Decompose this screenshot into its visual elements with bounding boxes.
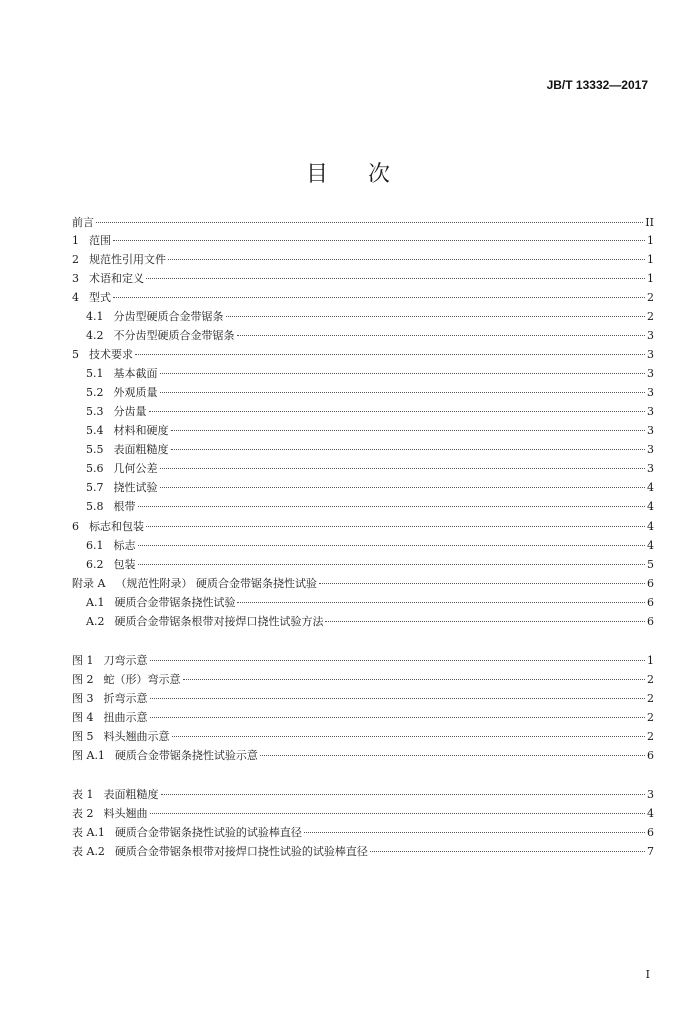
toc-entry-title: 料头翘曲 — [103, 807, 148, 820]
toc-leader-dots — [183, 679, 646, 680]
toc-entry-page: 7 — [647, 845, 654, 858]
toc-entry[interactable] — [86, 479, 654, 497]
toc-leader-dots — [113, 297, 645, 298]
toc-leader-dots — [304, 832, 645, 833]
toc-entry-page: 2 — [647, 711, 654, 724]
toc-entry[interactable] — [72, 805, 654, 823]
toc-leader-dots — [226, 316, 646, 317]
toc-entry[interactable] — [72, 671, 654, 689]
toc-entry-number: 5.2 — [86, 386, 104, 399]
toc-entry[interactable] — [86, 384, 654, 402]
toc-entry-number: 2 — [72, 253, 79, 266]
toc-entry-page: 1 — [647, 654, 654, 667]
toc-entry[interactable] — [86, 441, 654, 459]
toc-entry[interactable] — [86, 327, 654, 345]
toc-entry-number: 表 1 — [72, 788, 94, 801]
toc-entry-title: 折弯示意 — [103, 692, 148, 705]
toc-entry-number: 附录 A — [72, 577, 106, 590]
toc-entry-page: 4 — [647, 500, 654, 513]
toc-entry-number: 表 A.1 — [72, 826, 105, 839]
toc-leader-dots — [149, 411, 646, 412]
toc-entry-title: 标志 — [113, 539, 136, 552]
toc-entry[interactable] — [72, 251, 654, 269]
toc-leader-dots — [150, 813, 646, 814]
toc-entry-page: 4 — [647, 539, 654, 552]
toc-leader-dots — [319, 583, 645, 584]
toc-entry-number: 4 — [72, 291, 79, 304]
toc-entry-title: 范围 — [89, 234, 111, 247]
toc-entry-number: 6.1 — [86, 539, 104, 552]
toc-entry[interactable] — [72, 346, 654, 364]
toc-entry-number: 5.3 — [86, 405, 104, 418]
toc-leader-dots — [160, 487, 646, 488]
toc-entry[interactable] — [86, 594, 654, 612]
toc-entry-page: 4 — [647, 481, 654, 494]
toc-entry-number: 图 5 — [72, 730, 94, 743]
toc-entry-title: 硬质合金带锯条挠性试验 — [114, 596, 236, 609]
toc-entry-page: 6 — [647, 826, 654, 839]
toc-entry-number: 5.4 — [86, 424, 104, 437]
toc-leader-dots — [96, 222, 643, 223]
toc-leader-dots — [171, 430, 646, 431]
toc-entry[interactable] — [72, 232, 654, 250]
toc-entry[interactable] — [86, 537, 654, 555]
toc-leader-dots — [160, 468, 646, 469]
toc-entry-page: 5 — [647, 558, 654, 571]
toc-leader-dots — [146, 526, 645, 527]
toc-entry-number: 5.1 — [86, 367, 104, 380]
toc-entry[interactable] — [86, 556, 654, 574]
toc-entry-number: 图 2 — [72, 673, 94, 686]
toc-entry-page: 3 — [647, 424, 654, 437]
toc-entry[interactable] — [86, 422, 654, 440]
toc-entry-title: 挠性试验 — [113, 481, 158, 494]
toc-entry[interactable] — [72, 728, 654, 746]
toc-entry-number: A.1 — [86, 596, 105, 609]
toc-entry-page: 3 — [647, 788, 654, 801]
toc-entry[interactable] — [86, 365, 654, 383]
toc-entry[interactable] — [72, 518, 654, 536]
toc-entry[interactable] — [72, 289, 654, 307]
toc-entry[interactable] — [72, 824, 654, 842]
toc-entry-page: 6 — [647, 577, 654, 590]
toc-entry-page: 6 — [647, 596, 654, 609]
toc-entry-title: 硬质合金带锯条挠性试验示意 — [114, 749, 258, 762]
toc-entry-page: 3 — [647, 329, 654, 342]
toc-entry-page: 2 — [647, 692, 654, 705]
toc-leader-dots — [138, 564, 646, 565]
toc-entry-page: 3 — [647, 405, 654, 418]
toc-entry-page: 2 — [647, 291, 654, 304]
toc-entry-page: 1 — [647, 272, 654, 285]
toc-entry-title: 技术要求 — [89, 348, 133, 361]
toc-leader-dots — [260, 755, 645, 756]
page-number: I — [645, 968, 650, 981]
toc-entry-number: 5.5 — [86, 443, 104, 456]
toc-entry-page: 1 — [647, 253, 654, 266]
toc-leader-dots — [161, 794, 646, 795]
toc-entry[interactable] — [86, 403, 654, 421]
toc-entry-page: II — [645, 216, 654, 229]
toc-entry[interactable] — [72, 575, 654, 593]
toc-entry-title: 基本截面 — [113, 367, 158, 380]
toc-entry[interactable] — [86, 613, 654, 631]
toc-entry-number: 5.7 — [86, 481, 104, 494]
toc-entry-title: 外观质量 — [113, 386, 158, 399]
toc-leader-dots — [138, 545, 646, 546]
toc-entry[interactable] — [72, 786, 654, 804]
toc-entry-page: 3 — [647, 386, 654, 399]
toc-entry-title: 分齿型硬质合金带锯条 — [113, 310, 224, 323]
toc-entry-title: 不分齿型硬质合金带锯条 — [113, 329, 235, 342]
toc-entry-title: 表面粗糙度 — [113, 443, 169, 456]
toc-leader-dots — [160, 392, 646, 393]
toc-leader-dots — [150, 698, 646, 699]
toc-entry[interactable] — [86, 460, 654, 478]
toc-entry-title: 刀弯示意 — [103, 654, 148, 667]
toc-entry-number: 1 — [72, 234, 79, 247]
toc-entry-page: 1 — [647, 234, 654, 247]
toc-entry-page: 3 — [647, 348, 654, 361]
toc-leader-dots — [370, 851, 645, 852]
toc-entry-title: 扭曲示意 — [103, 711, 148, 724]
toc-entry-number: 表 A.2 — [72, 845, 105, 858]
toc-entry-page: 4 — [647, 807, 654, 820]
toc-entry-number: 5.8 — [86, 500, 104, 513]
toc-leader-dots — [150, 660, 646, 661]
toc-leader-dots — [171, 449, 646, 450]
toc-entry[interactable] — [86, 498, 654, 516]
toc-leader-dots — [150, 717, 646, 718]
toc-entry-title: 分齿量 — [113, 405, 147, 418]
toc-entry-number: 图 1 — [72, 654, 94, 667]
toc-entry-number: 3 — [72, 272, 79, 285]
toc-entry-title: 材料和硬度 — [113, 424, 169, 437]
toc-entry[interactable] — [72, 270, 654, 288]
toc-entry-title: 规范性引用文件 — [89, 253, 166, 266]
toc-entry-number: 4.1 — [86, 310, 104, 323]
toc-entry-number: 5 — [72, 348, 79, 361]
toc-entry[interactable] — [72, 747, 654, 765]
toc-leader-dots — [237, 335, 646, 336]
standard-code: JB/T 13332—2017 — [546, 78, 648, 92]
toc-leader-dots — [135, 354, 645, 355]
toc-entry-page: 4 — [647, 520, 654, 533]
toc-entry-title: 硬质合金带锯条挠性试验的试验棒直径 — [114, 826, 302, 839]
toc-entry-page: 6 — [647, 749, 654, 762]
toc-entry-title: 几何公差 — [113, 462, 158, 475]
toc-entry-number: 6.2 — [86, 558, 104, 571]
toc-entry-title: 硬质合金带锯条根带对接焊口挠性试验方法 — [114, 615, 324, 628]
toc-entry-page: 6 — [647, 615, 654, 628]
toc-entry-page: 3 — [647, 367, 654, 380]
toc-entry[interactable] — [86, 308, 654, 326]
toc-entry-title: 术语和定义 — [89, 272, 144, 285]
page-title: 目次 — [305, 162, 430, 187]
toc-entry-title: 前言 — [72, 216, 94, 229]
toc-entry-page: 3 — [647, 443, 654, 456]
toc-leader-dots — [325, 621, 645, 622]
toc-leader-dots — [168, 259, 645, 260]
toc-entry-number: 4.2 — [86, 329, 104, 342]
toc-entry-title: 根带 — [113, 500, 136, 513]
toc-entry-title: （规范性附录） 硬质合金带锯条挠性试验 — [115, 577, 317, 590]
toc-entry-number: 图 4 — [72, 711, 94, 724]
toc-entry-number: 图 A.1 — [72, 749, 105, 762]
toc-entry-title: 表面粗糙度 — [103, 788, 159, 801]
toc-leader-dots — [237, 602, 645, 603]
toc-entry-page: 2 — [647, 310, 654, 323]
toc-leader-dots — [160, 373, 646, 374]
toc-entry-number: 表 2 — [72, 807, 94, 820]
toc-entry[interactable] — [72, 709, 654, 727]
toc-leader-dots — [146, 278, 645, 279]
toc-entry-number: 6 — [72, 520, 79, 533]
toc-entry-number: 5.6 — [86, 462, 104, 475]
toc-leader-dots — [113, 240, 645, 241]
toc-entry-title: 标志和包装 — [89, 520, 144, 533]
toc-entry[interactable] — [72, 214, 654, 232]
toc-entry[interactable] — [72, 652, 654, 670]
toc-entry-title: 硬质合金带锯条根带对接焊口挠性试验的试验棒直径 — [114, 845, 368, 858]
toc-entry-page: 2 — [647, 673, 654, 686]
toc-leader-dots — [138, 506, 646, 507]
toc-entry[interactable] — [72, 843, 654, 861]
toc-entry-page: 3 — [647, 462, 654, 475]
toc-entry[interactable] — [72, 690, 654, 708]
toc-entry-page: 2 — [647, 730, 654, 743]
toc-entry-number: A.2 — [86, 615, 105, 628]
toc-entry-title: 包装 — [113, 558, 136, 571]
toc-entry-number: 图 3 — [72, 692, 94, 705]
toc-entry-title: 型式 — [89, 291, 111, 304]
toc-entry-title: 蛇（形）弯示意 — [103, 673, 181, 686]
toc-leader-dots — [172, 736, 646, 737]
toc-entry-title: 料头翘曲示意 — [103, 730, 170, 743]
